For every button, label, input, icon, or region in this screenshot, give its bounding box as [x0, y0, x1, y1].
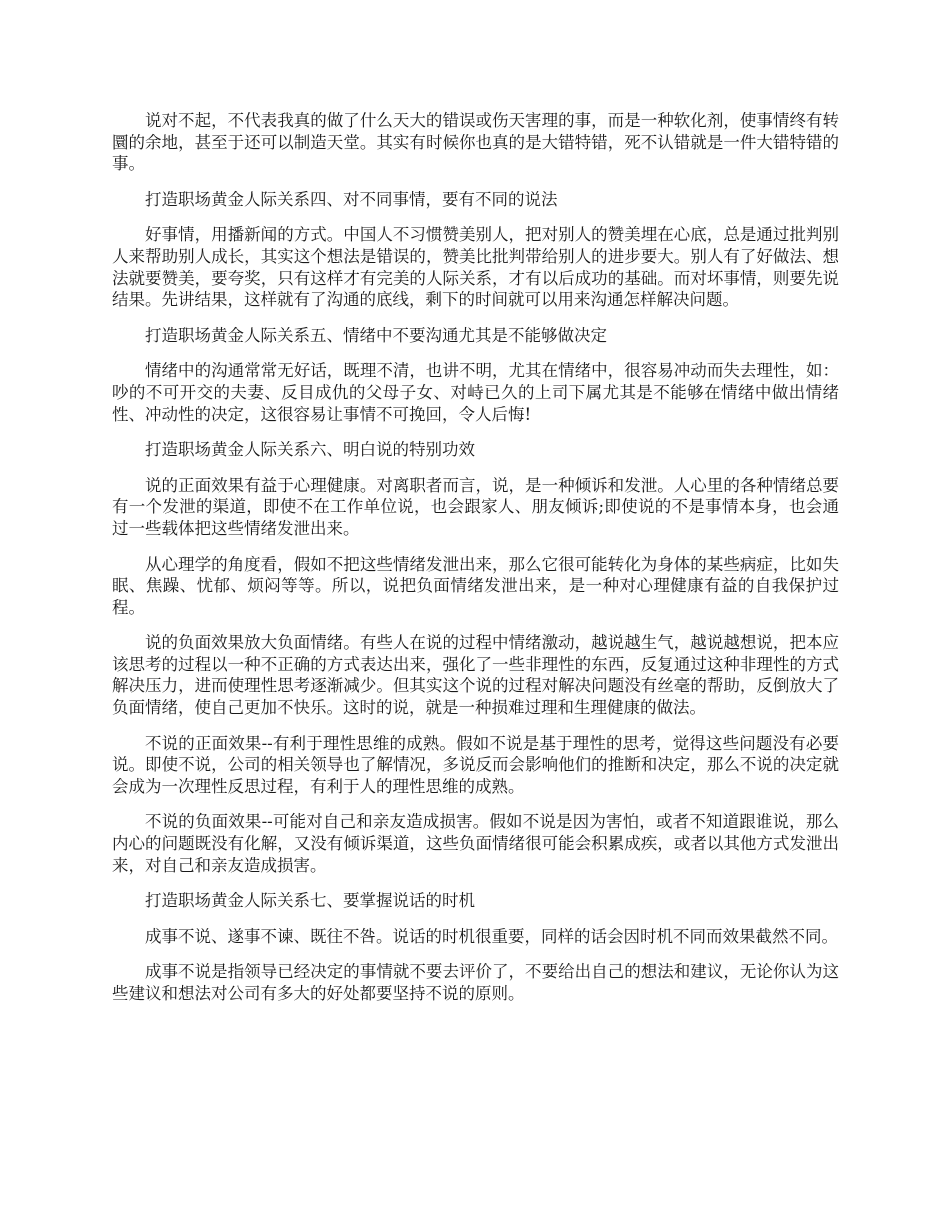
document-body [112, 110, 839, 1019]
paragraph-speaking-negative: 说的负面效果放大负面情绪。有些人在说的过程中情绪激动，越说越生气，越说越想说，把本应该思考的过程以一种不正确的方式表达出来，强化了一些非理性的东西，反复通过这种非理性的方式解决压力，进而使理性思考逐渐减少。但其实这个说的过程对解决问题没有丝毫的帮助，反倒放大了负面情绪，使自己更加不快乐。这时的说，就是一种损难过理和生理健康的做法。 [112, 633, 839, 718]
heading-section-seven: 打造职场黄金人际关系七、要掌握说话的时机 [145, 891, 475, 911]
paragraph-silence-negative: 不说的负面效果--可能对自己和亲友造成损害。假如不说是因为害怕，或者不知道跟谁说，那么内心的问题既没有化解，又没有倾诉渠道，这些负面情绪很可能会积累成疾，或者以其他方式发泄出来，对自己和亲友造成损害。 [112, 812, 839, 875]
paragraph-psychology: 从心理学的角度看，假如不把这些情绪发泄出来，那么它很可能转化为身体的某些病症，比如失眠、焦躁、忧郁、烦闷等等。所以，说把负面情绪发泄出来，是一种对心理健康有益的自我保护过程。 [112, 554, 839, 617]
heading-section-four: 打造职场黄金人际关系四、对不同事情，要有不同的说法 [145, 189, 558, 209]
paragraph-decided-matters: 成事不说是指领导已经决定的事情就不要去评价了，不要给出自己的想法和建议，无论你认为这些建议和想法对公司有多大的好处都要坚持不说的原则。 [112, 962, 839, 1003]
paragraph-emotions: 情绪中的沟通常常无好话，既理不清，也讲不明，尤其在情绪中，很容易冲动而失去理性，如：吵的不可开交的夫妻、反目成仇的父母子女、对峙已久的上司下属尤其是不能够在情绪中做出情绪性、冲动性的决定，这很容易让事情不可挽回，令人后悔! [112, 361, 839, 424]
paragraph-silence-positive: 不说的正面效果--有利于理性思维的成熟。假如不说是基于理性的思考，觉得这些问题没有必要说。即使不说，公司的相关领导也了解情况，多说反而会影响他们的推断和决定，那么不说的决定就会成为一次理性反思过程，有利于人的理性思维的成熟。 [112, 733, 839, 796]
heading-section-six: 打造职场黄金人际关系六、明白说的特别功效 [145, 440, 475, 460]
paragraph-speaking-positive: 说的正面效果有益于心理健康。对离职者而言，说，是一种倾诉和发泄。人心里的各种情绪总要有一个发泄的渠道，即使不在工作单位说，也会跟家人、朋友倾诉;即使说的不是事情本身，也会通过一些载体把这些情绪发泄出来。 [112, 475, 839, 538]
paragraph-good-news: 好事情，用播新闻的方式。中国人不习惯赞美别人，把对别人的赞美埋在心底，总是通过批判别人来帮助别人成长，其实这个想法是错误的，赞美比批判带给别人的进步要大。别人有了好做法、想法就要赞美，要夸奖，只有这样才有完美的人际关系，才有以后成功的基础。而对坏事情，则要先说结果。先讲结果，这样就有了沟通的底线，剩下的时间就可以用来沟通怎样解决问题。 [112, 225, 839, 310]
paragraph-apology: 说对不起，不代表我真的做了什么天大的错误或伤天害理的事，而是一种软化剂，使事情终有转圜的余地，甚至于还可以制造天堂。其实有时候你也真的是大错特错，死不认错就是一件大错特错的事。 [112, 111, 839, 174]
paragraph-timing: 成事不说、遂事不谏、既往不咎。说话的时机很重要，同样的话会因时机不同而效果截然不同。 [145, 926, 838, 946]
heading-section-five: 打造职场黄金人际关系五、情绪中不要沟通尤其是不能够做决定 [145, 325, 607, 345]
